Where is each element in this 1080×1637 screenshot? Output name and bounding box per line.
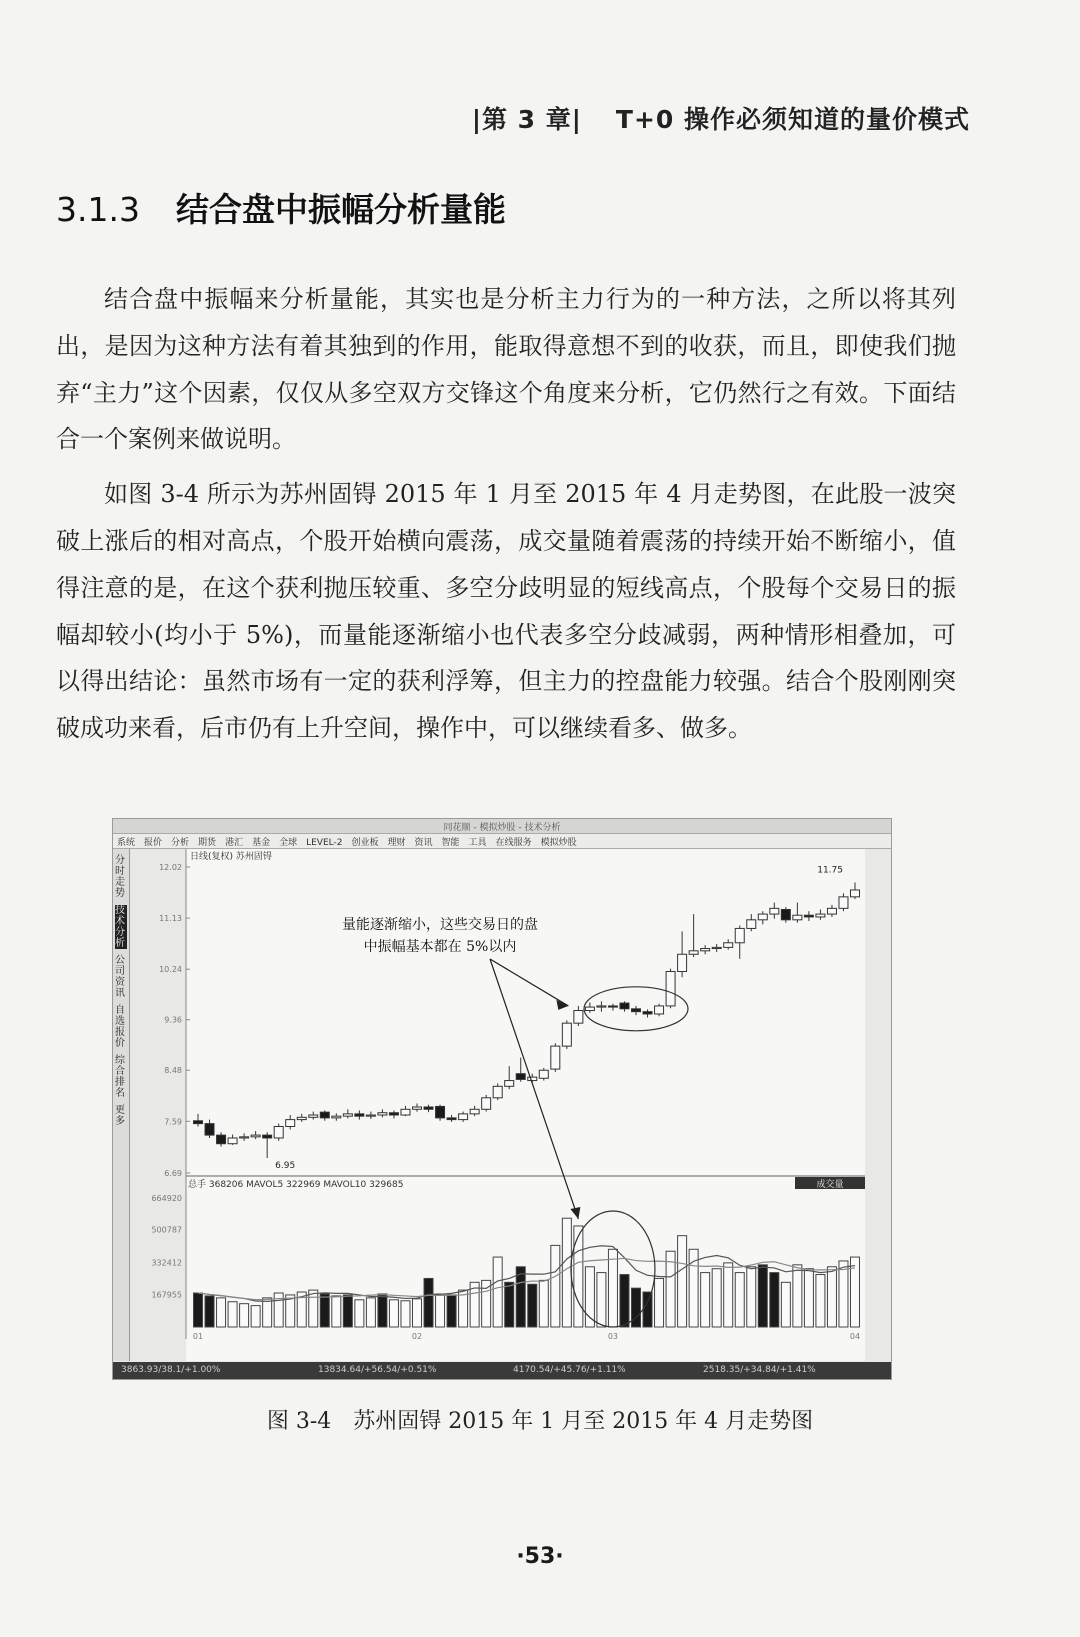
volume-tick-label: 167955 — [151, 1290, 182, 1300]
candle-body — [689, 951, 698, 954]
menu-item-6[interactable]: 全球 — [279, 838, 298, 848]
menu-item-13[interactable]: 在线服务 — [495, 838, 532, 848]
paragraph-1: 结合盘中振幅来分析量能，其实也是分析主力行为的一种方法，之所以将其列出，是因为这种方法有着其独到的作用，能取得意想不到的收获，而且，即使我们抛弃“主力”这个因素，仅仅从多空双方交锋这个角度来分析，它仍然行之有效。下面结合一个案例来做说明。 — [56, 285, 956, 454]
candle-body — [263, 1135, 272, 1138]
candle-body — [839, 897, 848, 908]
candle-body — [701, 949, 710, 951]
candle-body — [493, 1086, 502, 1097]
index-status-bar — [113, 1362, 891, 1379]
volume-bar — [620, 1275, 629, 1327]
x-tick-label: 04 — [849, 1332, 861, 1341]
x-tick-label: 03 — [607, 1332, 619, 1341]
candle-body — [574, 1011, 583, 1024]
volume-bar — [793, 1265, 802, 1327]
menu-item-4[interactable]: 港汇 — [225, 838, 244, 848]
menu-item-3[interactable]: 期货 — [198, 838, 217, 848]
side-tab-3[interactable]: 自选报价 — [115, 1005, 125, 1049]
section-number: 3.1.3 — [56, 190, 140, 229]
menu-item-1[interactable]: 报价 — [144, 838, 163, 848]
caption-label: 图 3-4 — [266, 1409, 332, 1434]
menu-item-9[interactable]: 理财 — [387, 838, 406, 848]
volume-bar — [309, 1290, 318, 1327]
volume-bar — [816, 1275, 825, 1327]
candle-body — [528, 1077, 537, 1080]
y-tick-label: 8.48 — [164, 1066, 182, 1076]
volume-bar — [205, 1296, 214, 1327]
annotation-line-1: 量能逐渐缩小，这些交易日的盘 — [342, 917, 538, 933]
volume-bar — [574, 1226, 583, 1327]
app-title: 同花顺 - 模拟炒股 - 技术分析 — [443, 823, 561, 833]
menu-item-2[interactable]: 分析 — [171, 838, 190, 848]
volume-tick-label: 664920 — [151, 1193, 182, 1203]
status-index-1: 3863.93/38.1/+1.00% — [121, 1365, 221, 1375]
volume-tick-label: 332412 — [151, 1258, 182, 1268]
volume-bar — [747, 1267, 756, 1327]
candle-body — [332, 1116, 341, 1118]
candle-body — [447, 1118, 456, 1120]
side-tab-0[interactable]: 分时走势 — [115, 855, 125, 899]
candle-body — [735, 928, 744, 942]
y-tick-label: 7.59 — [164, 1117, 182, 1127]
candle-body — [389, 1113, 398, 1115]
menu-item-11[interactable]: 智能 — [441, 838, 460, 848]
volume-bar — [632, 1288, 641, 1327]
volume-bar — [343, 1295, 352, 1327]
candle-body — [482, 1098, 491, 1109]
candle-body — [240, 1137, 249, 1138]
candle-body — [366, 1115, 375, 1116]
candle-body — [655, 1006, 664, 1014]
volume-bar — [194, 1293, 203, 1327]
candle-body — [194, 1121, 203, 1124]
volume-bar — [516, 1267, 525, 1327]
volume-bar — [459, 1290, 468, 1327]
volume-bar — [655, 1278, 664, 1327]
section-title-text: 结合盘中振幅分析量能 — [175, 190, 506, 229]
app-title-bar — [113, 819, 891, 834]
chart-header-label: 日线(复权) 苏州固锝 — [190, 852, 272, 862]
volume-bar — [712, 1269, 721, 1327]
candle-body — [597, 1006, 606, 1007]
volume-bar — [735, 1273, 744, 1327]
candle-body — [217, 1135, 226, 1144]
volume-bar — [551, 1245, 560, 1327]
volume-bar — [378, 1294, 387, 1327]
candle-body — [401, 1109, 410, 1115]
candle-body — [320, 1112, 329, 1118]
candle-body — [551, 1046, 560, 1069]
menu-item-10[interactable]: 资讯 — [414, 838, 433, 848]
y-tick-label: 11.13 — [159, 914, 182, 924]
volume-bar — [366, 1298, 375, 1327]
volume-bar — [320, 1294, 329, 1327]
candle-body — [516, 1074, 525, 1080]
candle-body — [424, 1107, 433, 1109]
volume-bar — [251, 1306, 260, 1327]
volume-bar — [355, 1300, 364, 1327]
app-menu-bar — [113, 834, 891, 849]
menu-item-14[interactable]: 模拟炒股 — [540, 838, 577, 848]
candle-body — [228, 1138, 237, 1144]
side-tab-1[interactable]: 技术分析 — [115, 905, 125, 949]
candle-body — [724, 943, 733, 948]
low-price-label: 6.95 — [275, 1161, 296, 1172]
volume-bar — [263, 1298, 272, 1327]
volume-bar — [228, 1302, 237, 1327]
volume-bar — [608, 1249, 617, 1327]
caption-text: 苏州固锝 2015 年 1 月至 2015 年 4 月走势图 — [353, 1409, 814, 1434]
candle-body — [585, 1007, 594, 1010]
candle-body — [816, 914, 825, 917]
status-index-2: 13834.64/+56.54/+0.51% — [318, 1365, 437, 1375]
candle-body — [747, 920, 756, 929]
candle-body — [827, 908, 836, 914]
volume-bar — [724, 1263, 733, 1327]
paragraph-2: 如图 3-4 所示为苏州固锝 2015 年 1 月至 2015 年 4 月走势图，在此股一波突破上涨后的相对高点，个股开始横向震荡，成交量随着震荡的持续开始不断缩小，值得注意的是，在这个获利抛压较重、多空分歧明显的短线高点，个股每个交易日的振幅却较小(均小于 5%)，而量能逐渐缩小也代表多空分歧减弱，两种情形相叠加，可以得出结论：虽然市场有一定的获利浮筹，但主力的控盘能力较强。结合个股刚刚突破成功来看，后市仍有上升空间，操作中，可以继续看多、做多。 — [56, 480, 956, 743]
status-index-4: 2518.35/+34.84/+1.41% — [703, 1365, 816, 1375]
candle-body — [643, 1012, 652, 1014]
candle-body — [274, 1126, 283, 1137]
candle-body — [459, 1114, 468, 1120]
menu-item-5[interactable]: 基金 — [252, 838, 271, 848]
candle-body — [804, 915, 813, 917]
volume-bar — [401, 1301, 410, 1327]
y-tick-label: 10.24 — [159, 965, 182, 975]
candle-body — [470, 1109, 479, 1114]
candle-body — [505, 1081, 514, 1087]
candle-body — [758, 914, 767, 920]
menu-item-7[interactable]: LEVEL-2 — [306, 838, 343, 848]
volume-bar — [827, 1267, 836, 1327]
status-index-3: 4170.54/+45.76/+1.11% — [513, 1365, 626, 1375]
candle-body — [770, 908, 779, 914]
chapter-title: T+0 操作必须知道的量价模式 — [615, 105, 970, 134]
candle-body — [781, 909, 790, 919]
candle-body — [205, 1124, 214, 1135]
candle-body — [297, 1117, 306, 1119]
candle-body — [343, 1114, 352, 1116]
x-tick-label: 02 — [411, 1332, 423, 1341]
menu-item-0[interactable]: 系统 — [117, 838, 136, 848]
section-heading — [56, 184, 506, 231]
volume-bar — [528, 1284, 537, 1327]
menu-item-8[interactable]: 创业板 — [351, 838, 379, 848]
volume-bar — [701, 1273, 710, 1327]
volume-bar — [770, 1273, 779, 1327]
candle-body — [378, 1113, 387, 1115]
candle-body — [562, 1023, 571, 1046]
menu-item-12[interactable]: 工具 — [468, 838, 487, 848]
chapter-number: |第 3 章| — [471, 105, 582, 134]
volume-bar — [804, 1269, 813, 1327]
volume-bar — [332, 1296, 341, 1327]
volume-bar — [643, 1292, 652, 1327]
candle-body — [632, 1009, 641, 1012]
chapter-header — [472, 100, 970, 136]
volume-bar — [424, 1278, 433, 1327]
figure-caption — [0, 1404, 1080, 1435]
volume-bar — [240, 1304, 249, 1327]
y-tick-label: 12.02 — [159, 863, 182, 872]
candlestick-chart — [130, 849, 890, 1361]
candle-body — [309, 1115, 318, 1117]
side-tab-5[interactable]: 更多 — [115, 1105, 125, 1127]
volume-bar — [505, 1282, 514, 1327]
candle-body — [436, 1106, 445, 1117]
volume-bar — [389, 1300, 398, 1327]
y-tick-label: 6.69 — [164, 1169, 182, 1178]
candle-body — [251, 1135, 260, 1137]
candle-body — [355, 1114, 364, 1116]
volume-bar — [217, 1298, 226, 1327]
volume-bar — [597, 1273, 606, 1327]
volume-bar — [539, 1280, 548, 1327]
candle-body — [413, 1107, 422, 1109]
stock-chart-figure — [112, 818, 892, 1380]
chart-area — [130, 849, 890, 1361]
volume-bar — [839, 1261, 848, 1327]
volume-bar — [436, 1294, 445, 1327]
volume-header-label: 总手 368206 MAVOL5 322969 MAVOL10 329685 — [188, 1180, 404, 1190]
volume-bar — [493, 1257, 502, 1327]
candle-body — [286, 1120, 295, 1127]
candle-body — [620, 1003, 629, 1009]
volume-bar — [758, 1265, 767, 1327]
side-tab-bar — [113, 849, 130, 1361]
volume-bar — [562, 1218, 571, 1327]
volume-bar — [851, 1257, 860, 1327]
candle-body — [712, 947, 721, 948]
candle-body — [793, 915, 802, 920]
candle-body — [666, 971, 675, 1005]
volume-bar — [413, 1299, 422, 1327]
side-tab-2[interactable]: 公司资讯 — [115, 955, 125, 999]
candle-body — [608, 1006, 617, 1007]
candle-body — [539, 1070, 548, 1078]
candle-body — [851, 890, 860, 897]
volume-bar — [482, 1280, 491, 1327]
high-price-label: 11.75 — [817, 865, 843, 876]
body-text — [56, 276, 956, 760]
page-number: ·53· — [516, 1544, 564, 1569]
volume-bar — [678, 1236, 687, 1327]
volume-badge: 成交量 — [816, 1180, 844, 1190]
volume-bar — [447, 1295, 456, 1327]
side-tab-4[interactable]: 综合排名 — [115, 1055, 125, 1099]
volume-tick-label: 500787 — [151, 1225, 182, 1235]
candle-body — [678, 954, 687, 971]
volume-bar — [781, 1282, 790, 1327]
annotation-line-2: 中振幅基本都在 5%以内 — [363, 939, 517, 955]
y-tick-label: 9.36 — [164, 1015, 182, 1025]
x-tick-label: 01 — [192, 1332, 204, 1341]
